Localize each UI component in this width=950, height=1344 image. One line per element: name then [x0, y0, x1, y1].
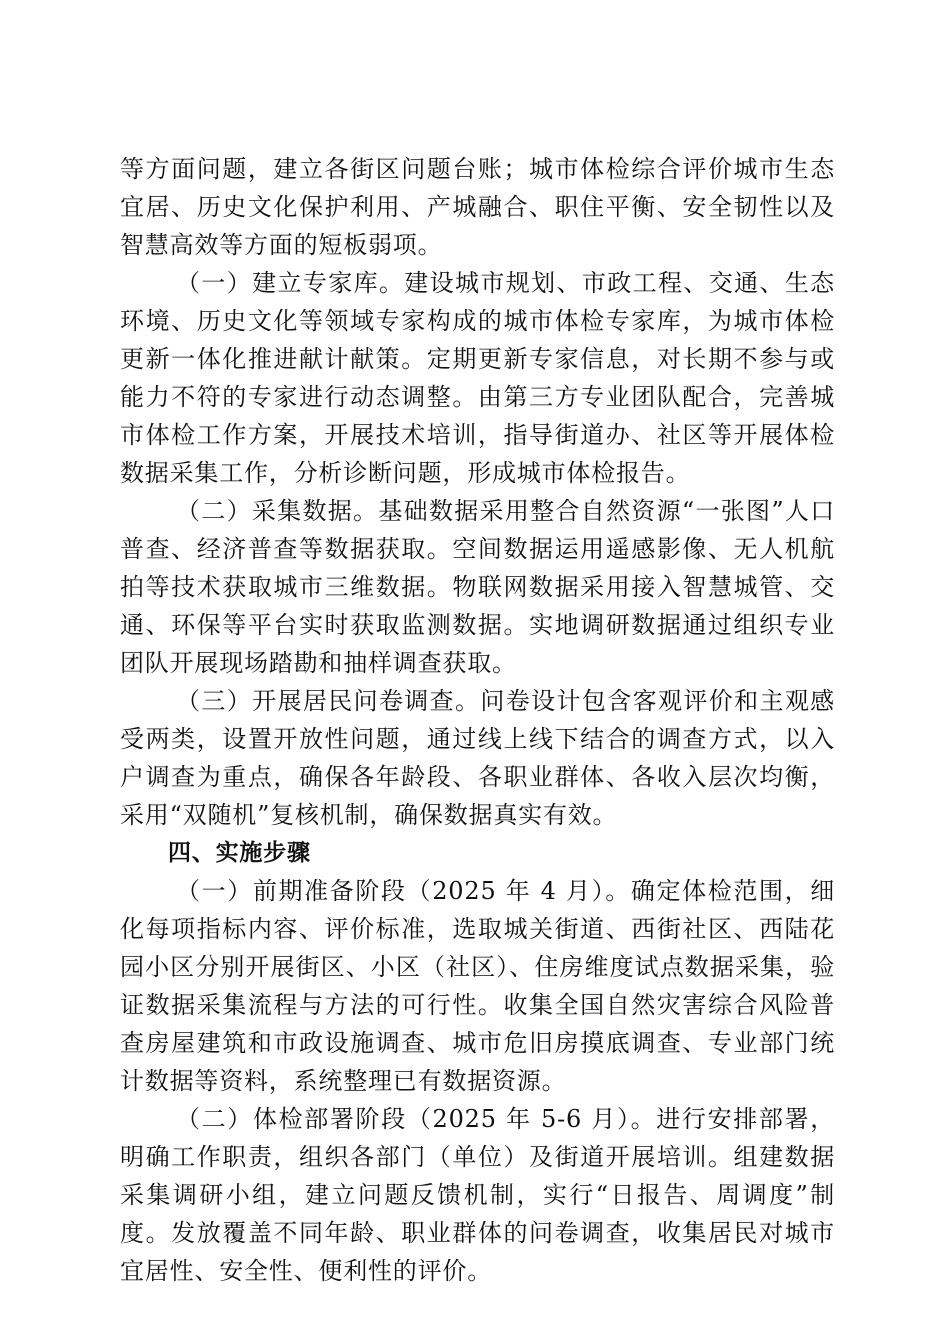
- paragraph-expert-library: （一）建立专家库。建设城市规划、市政工程、交通、生态环境、历史文化等领域专家构成的城市体检专家库，为城市体检更新一体化推进献计献策。定期更新专家信息，对长期不参与或能力不符的专家进行动态调整。由第三方专业团队配合，完善城市体检工作方案，开展技术培训，指导街道办、社区等开展体检数据采集工作，分析诊断问题，形成城市体检报告。: [120, 269, 835, 487]
- paragraph-continuation: 等方面问题，建立各街区问题台账；城市体检综合评价城市生态宜居、历史文化保护利用、产城融合、职住平衡、安全韧性以及智慧高效等方面的短板弱项。: [120, 155, 835, 259]
- paragraph-data-collection: （二）采集数据。基础数据采用整合自然资源“一张图”人口普查、经济普查等数据获取。空间数据运用遥感影像、无人机航拍等技术获取城市三维数据。物联网数据采用接入智慧城管、交通、环保等平台实时获取监测数据。实地调研数据通过组织专业团队开展现场踏勘和抽样调查获取。: [120, 497, 835, 677]
- section-heading-implementation-steps: 四、实施步骤: [168, 840, 311, 866]
- paragraph-deployment-stage: （二）体检部署阶段（2025 年 5-6 月）。进行安排部署，明确工作职责，组织各部门（单位）及街道开展培训。组建数据采集调研小组，建立问题反馈机制，实行“日报告、周调度”制度。发放覆盖不同年龄、职业群体的问卷调查，收集居民对城市宜居性、安全性、便利性的评价。: [120, 1105, 835, 1285]
- paragraph-preparation-stage: （一）前期准备阶段（2025 年 4 月）。确定体检范围，细化每项指标内容、评价标准，选取城关街道、西街社区、西陆花园小区分别开展街区、小区（社区）、住房维度试点数据采集，验证数据采集流程与方法的可行性。收集全国自然灾害综合风险普查房屋建筑和市政设施调查、城市危旧房摸底调查、专业部门统计数据等资料，系统整理已有数据资源。: [120, 877, 835, 1095]
- document-page: [120, 150, 835, 1290]
- paragraph-resident-survey: （三）开展居民问卷调查。问卷设计包含客观评价和主观感受两类，设置开放性问题，通过线上线下结合的调查方式，以入户调查为重点，确保各年龄段、各职业群体、各收入层次均衡，采用“双随机”复核机制，确保数据真实有效。: [120, 687, 835, 829]
